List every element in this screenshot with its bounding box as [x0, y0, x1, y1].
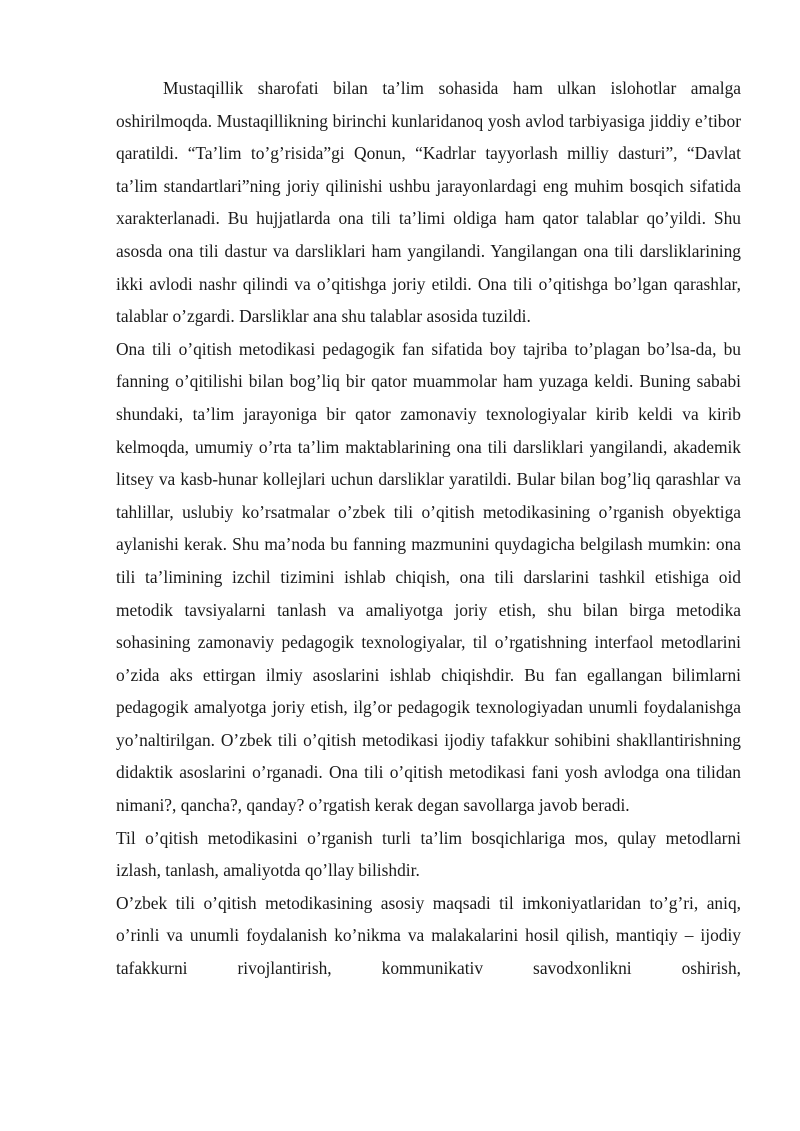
paragraph-4: O’zbek tili o’qitish metodikasining asosiy maqsadi til imkoniyatlaridan to’g’ri, aniq, o’rinli va unumli foydalanish ko’nikma va malakalarini hosil qilish, mantiqiy – ijodiy tafakkurni rivojlantirish, kommunikativ savodxonlikni oshirish,: [116, 892, 741, 979]
paragraph-1: Mustaqillik sharofati bilan ta’lim sohasida ham ulkan islohotlar amalga oshirilmoqda. Mustaqillikning birinchi kunlaridanoq yosh avlod tarbiyasiga jiddiy e’tibor qaratildi. “Ta’lim to’g’risida”gi Qonun, “Kadrlar tayyorlash milliy dasturi”, “Davlat ta’lim standartlari”ning joriy qilinishi ushbu jarayonlardagi eng muhim bosqich sifatida xarakterlanadi. Bu hujjatlarda ona tili ta’limi oldiga ham qator talablar qo’yildi. Shu asosda ona tili dastur va darsliklari ham yangilandi. Yangilangan ona tili darsliklarining ikki avlodi nashr qilindi va o’qitishga joriy etildi. Ona tili o’qitishga bo’lgan qarashlar, talablar o’zgardi. Darsliklar ana shu talablar asosida tuzildi.: [116, 78, 741, 327]
document-page: [116, 72, 741, 985]
paragraph-3: Til o’qitish metodikasini o’rganish turli ta’lim bosqichlariga mos, qulay metodlarni izlash, tanlash, amaliyotda qo’llay bilishdir.: [116, 827, 741, 881]
paragraph-2: Ona tili o’qitish metodikasi pedagogik fan sifatida boy tajriba to’plagan bo’lsa-da, bu fanning o’qitilishi bilan bog’liq bir qator muammolar ham yuzaga keldi. Buning sababi shundaki, ta’lim jarayoniga bir qator zamonaviy texnologiyalar kirib keldi va kirib kelmoqda, umumiy o’rta ta’lim maktablarining ona tili darsliklari yangilandi, akademik litsey va kasb-hunar kollejlari uchun darsliklar yaratildi. Bular bilan bog’liq qarashlar va tahlillar, uslubiy ko’rsatmalar o’zbek tili o’qitish metodikasining o’rganish obyektiga aylanishi kerak. Shu ma’noda bu fanning mazmunini quydagicha belgilash mumkin: ona tili ta’limining izchil tizimini ishlab chiqish, ona tili darslarini tashkil etishiga oid metodik tavsiyalarni tanlash va amaliyotga joriy etish, shu bilan birga metodika sohasining zamonaviy pedagogik texnologiyalar, til o’rgatishning interfaol metodlarini o’zida aks ettirgan ilmiy asoslarini ishlab chiqishdir. Bu fan egallangan bilimlarni pedagogik amalyotga joriy etish, ilg’or pedagogik texnologiyadan unumli foydalanishga yo’naltirilgan. O’zbek tili o’qitish metodikasi ijodiy tafakkur sohibini shakllantirishning didaktik asoslarini o’rganadi. Ona tili o’qitish metodikasi fani yosh avlodga ona tilidan nimani?, qancha?, qanday? o’rgatish kerak degan savollarga javob beradi.: [116, 338, 741, 816]
